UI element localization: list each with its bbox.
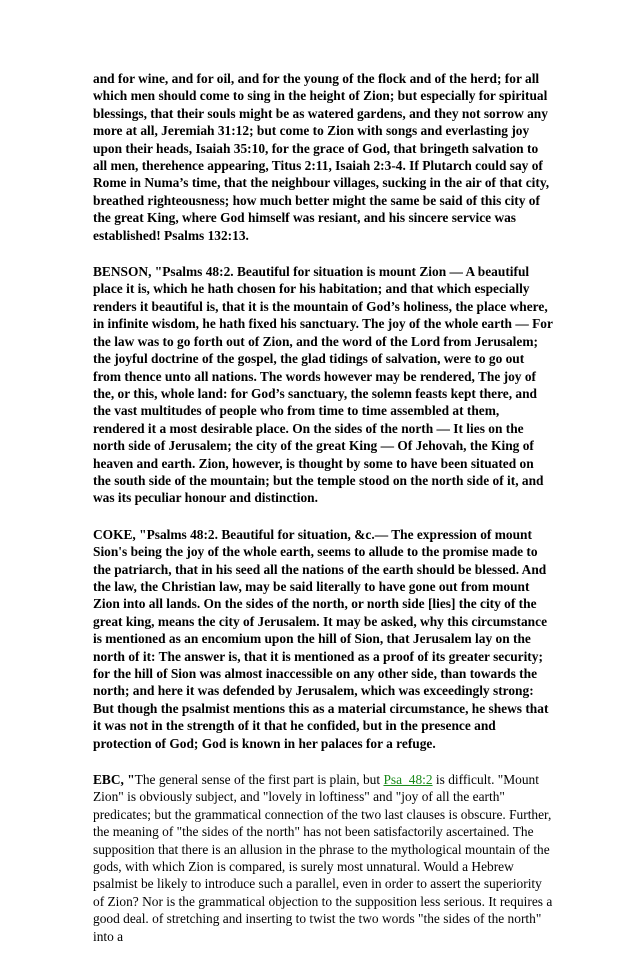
paragraph-1: and for wine, and for oil, and for the young of the flock and of the herd; for all which men should come to sing in the height of Zion; but especially for spiritual blessings, that their souls might be as watered gardens, and they not sorrow any more at all, Jeremiah 31:12; but come to Zion with songs and everlasting joy upon their heads, Isaiah 35:10, for the grace of God, that bringeth salvation to all men, therehence appearing, Titus 2:11, Isaiah 2:3-4. If Plutarch could say of Rome in Numa’s time, that the neighbour villages, sucking in the air of that city, breathed righteousness; how much better might the same be said of this city of the great King, where God himself was resiant, and his sincere service was established! Psalms 132:13. xyxy=(93,71,550,243)
paragraph-ebc xyxy=(93,771,553,945)
paragraph-benson: BENSON, "Psalms 48:2. Beautiful for situation is mount Zion — A beautiful place it is, which he hath chosen for his habitation; and that which especially renders it beautiful is, that it is the mountain of God’s holiness, the place where, in infinite wisdom, he hath fixed his sanctuary. The joy of the whole earth — For the law was to go forth out of Zion, and the word of the Lord from Jerusalem; the joyful doctrine of the gospel, the glad tidings of salvation, were to go out from thence unto all nations. The words however may be rendered, The joy of the, or this, whole land: for God’s sanctuary, the solemn feasts kept there, and the vast multitudes of people who from time to time assembled at them, rendered it a most desirable place. On the sides of the north — It lies on the north side of Jerusalem; the city of the great King — Of Jehovah, the King of heaven and earth. Zion, however, is thought by some to have been situated on the south side of the mountain; but the temple stood on the north side of it, and was its peculiar honour and distinction. xyxy=(93,264,553,506)
ebc-label: EBC, " xyxy=(93,772,135,788)
paragraph-coke: COKE, "Psalms 48:2. Beautiful for situation, &c.— The expression of mount Sion's being the joy of the whole earth, seems to allude to the promise made to the patriarch, that in his seed all the nations of the earth should be blessed. And the law, the Christian law, may be said literally to have gone out from mount Zion into all lands. On the sides of the north, or north side [lies] the city of the great king, means the city of Jerusalem. It may be asked, why this circumstance is mentioned as an encomium upon the hill of Sion, that Jerusalem lay on the north of it: The answer is, that it is mentioned as a proof of its greater security; for the hill of Sion was almost inaccessible on any other side, than towards the north; and here it was defended by Jerusalem, which was exceedingly strong: But though the psalmist mentions this as a material circumstance, he shews that it was not in the strength of it that he confided, but in the presence and protection of God; God is known in her palaces for a refuge. xyxy=(93,526,549,751)
document-page xyxy=(93,70,553,964)
ebc-text-before-link: The general sense of the first part is plain, but xyxy=(134,772,384,788)
scripture-link[interactable]: Psa_48:2 xyxy=(383,772,433,788)
ebc-text-after-link: is difficult. "Mount Zion" is obviously subject, and "lovely in loftiness" and "joy of all the earth" predicates; but the grammatical connection of the two last clauses is obscure. Further, the meaning of "the sides of the north" has not been satisfactorily ascertained. The supposition that there is an allusion in the phrase to the mythological mountain of the gods, with which Zion is compared, is surely most unnatural. Would a Hebrew psalmist be likely to introduce such a parallel, even in order to assert the superiority of Zion? Nor is the grammatical objection to the supposition less serious. It requires a good deal. of stretching and inserting to twist the two words "the sides of the north" into a xyxy=(93,772,553,944)
